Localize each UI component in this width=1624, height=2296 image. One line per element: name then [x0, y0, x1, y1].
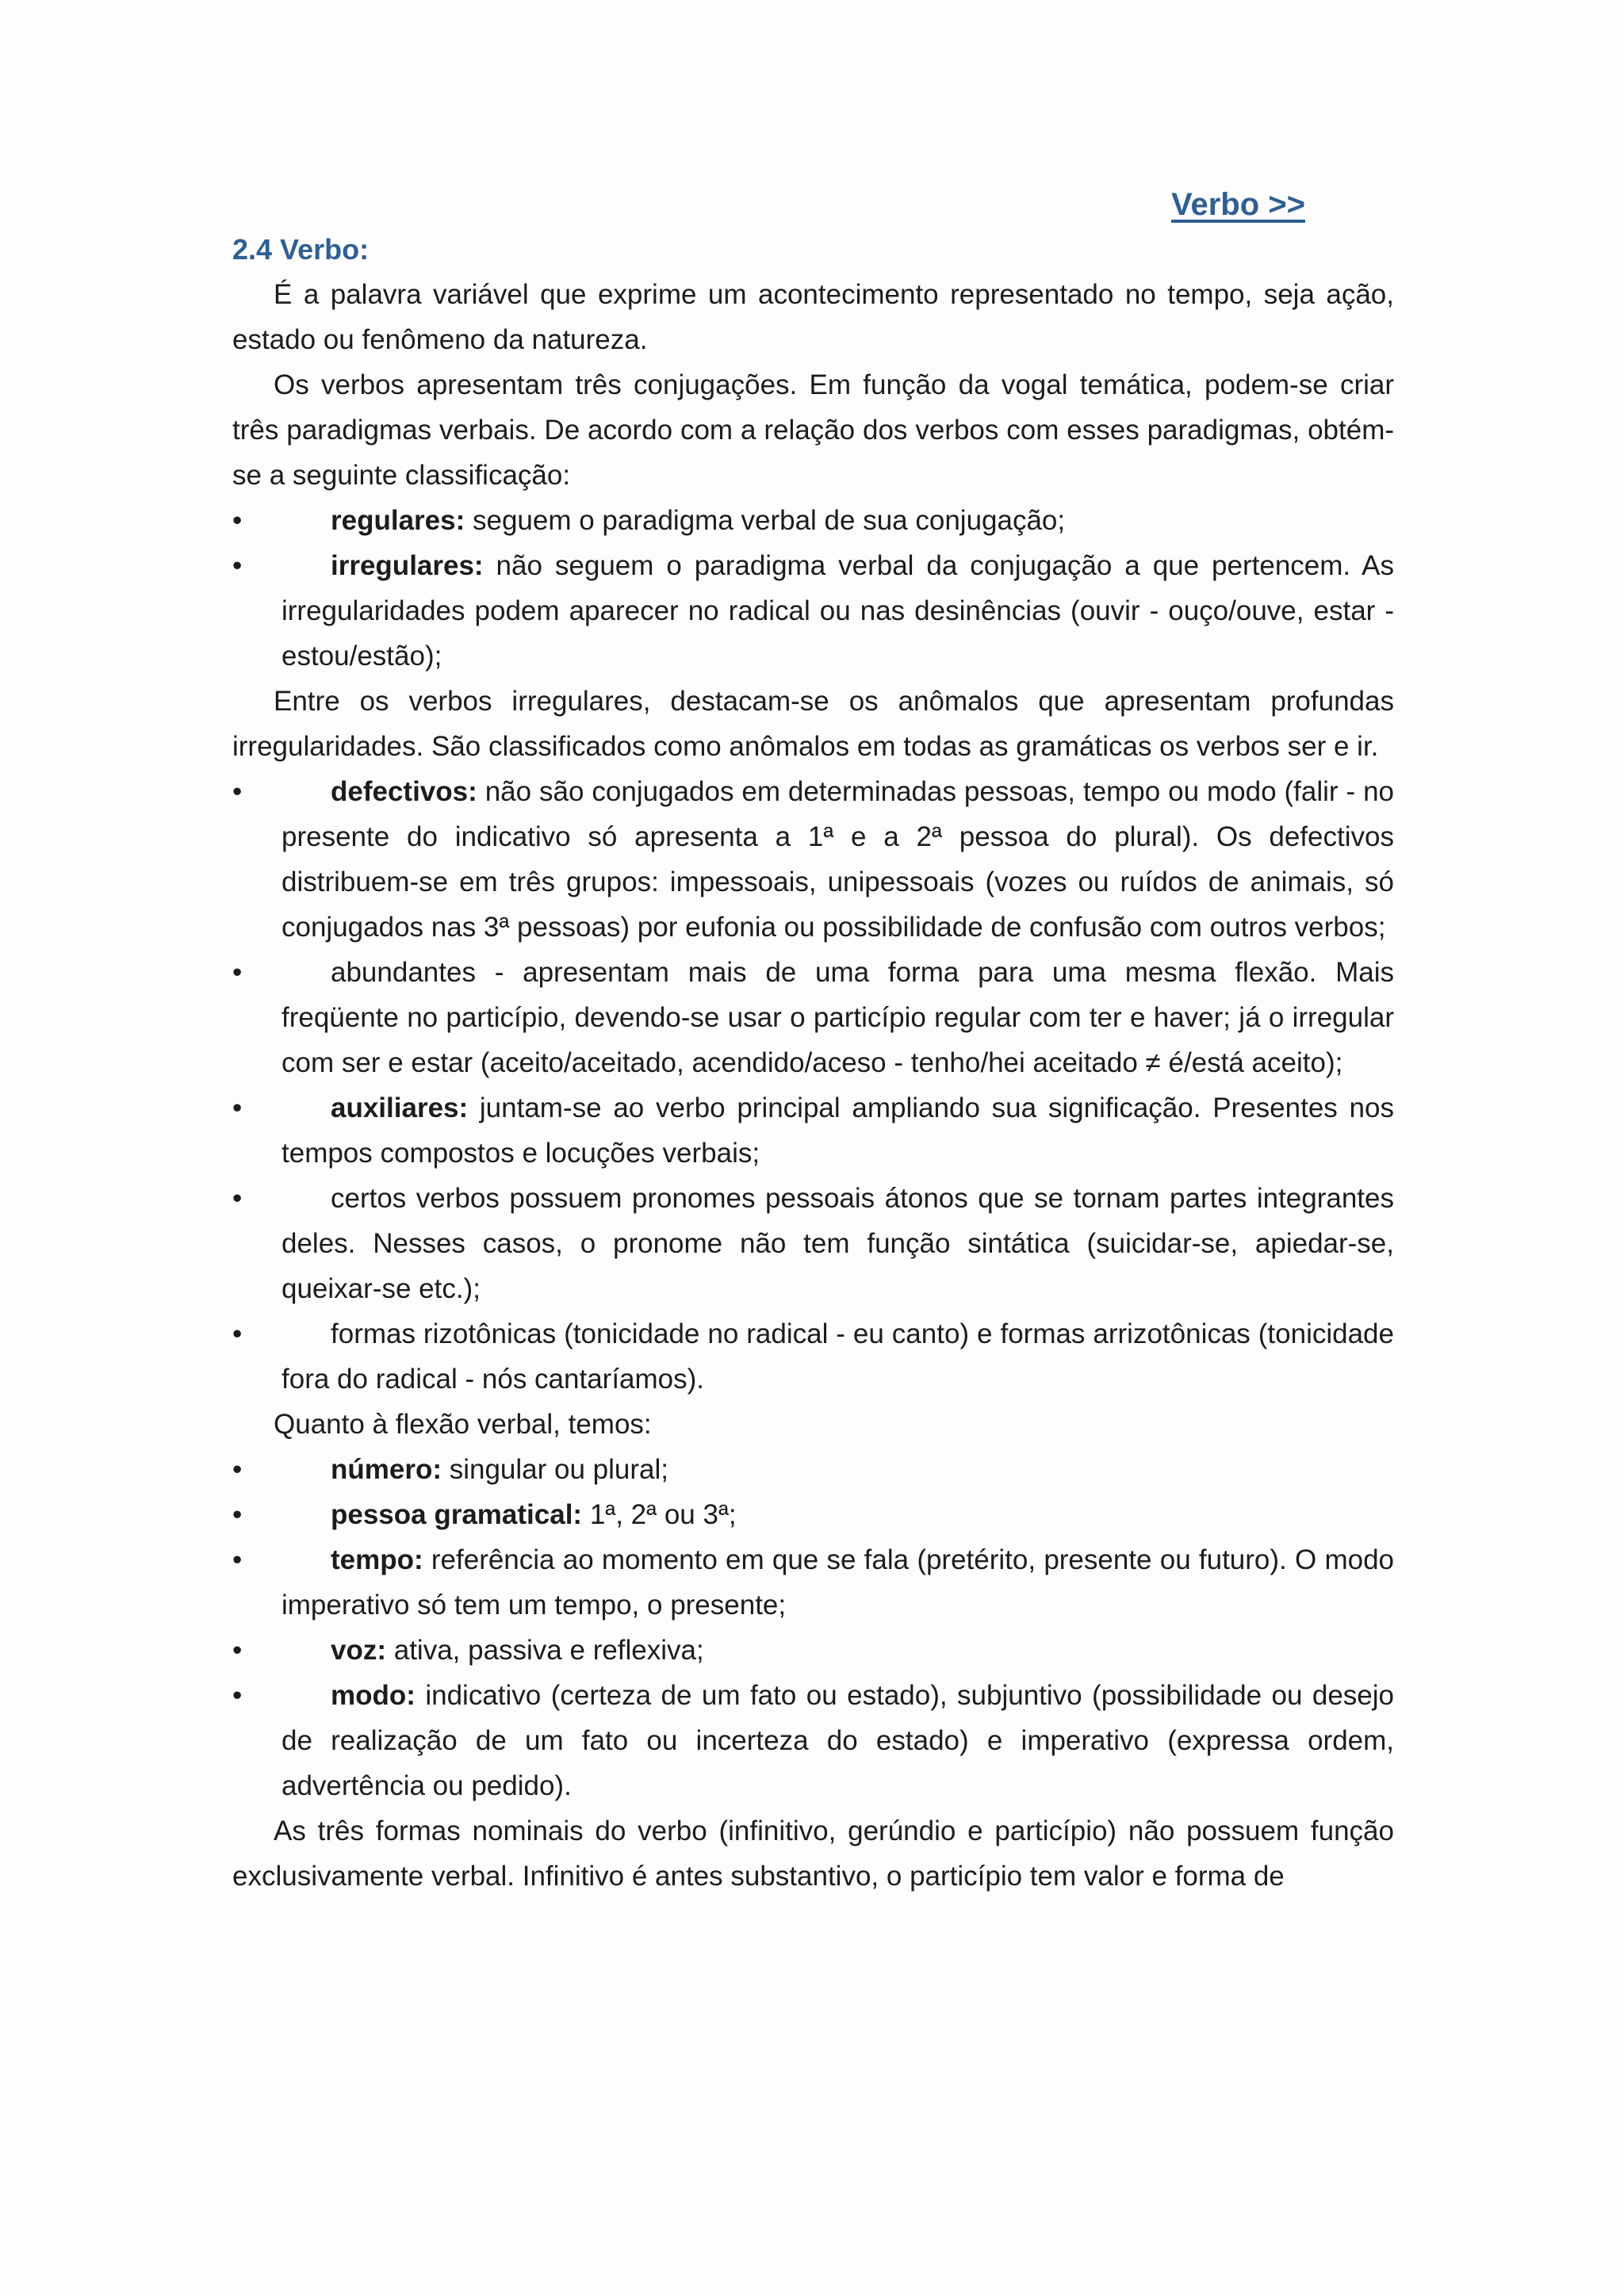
- bullet-icon: •: [232, 1183, 243, 1214]
- list-item-term: tempo:: [331, 1544, 423, 1575]
- list-item: [232, 1311, 1394, 1402]
- bullet-icon: •: [232, 1318, 243, 1349]
- list-item-text: formas rizotônicas (tonicidade no radical - eu canto) e formas arrizotônicas (tonicidade fora do radical - nós cantaríamos).: [282, 1318, 1394, 1395]
- bullet-icon: •: [232, 776, 243, 807]
- list-item: [232, 1085, 1394, 1176]
- list-item-term: pessoa gramatical:: [331, 1499, 583, 1530]
- paragraph: Os verbos apresentam três conjugações. Em função da vogal temática, podem-se criar três paradigmas verbais. De acordo com a relação dos verbos com esses paradigmas, obtém-se a seguinte classificação:: [232, 369, 1394, 491]
- list-item: [232, 1447, 1394, 1492]
- paragraph: Quanto à flexão verbal, temos:: [274, 1409, 652, 1440]
- bullet-icon: •: [232, 1635, 243, 1666]
- list-item: [232, 498, 1394, 543]
- bullet-icon: •: [232, 1454, 243, 1485]
- bullet-list: [232, 769, 1394, 1402]
- list-item: [232, 1673, 1394, 1808]
- list-item-text: abundantes - apresentam mais de uma forma para uma mesma flexão. Mais freqüente no particípio, devendo-se usar o particípio regular com ter e haver; já o irregular com ser e estar (aceito/aceitado, acendido/aceso - tenho/hei aceitado ≠ é/está aceito);: [282, 957, 1394, 1078]
- list-item-term: regulares:: [331, 505, 465, 536]
- list-item-text: ativa, passiva e reflexiva;: [386, 1635, 704, 1666]
- list-item: [232, 769, 1394, 950]
- list-item-term: modo:: [331, 1680, 416, 1711]
- paragraph: As três formas nominais do verbo (infinitivo, gerúndio e particípio) não possuem função exclusivamente verbal. Infinitivo é antes substantivo, o particípio tem valor e forma de: [232, 1816, 1394, 1892]
- verbo-nav-link[interactable]: Verbo >>: [1171, 187, 1305, 222]
- paragraph: Entre os verbos irregulares, destacam-se os anômalos que apresentam profundas irregularidades. São classificados como anômalos em todas as gramáticas os verbos ser e ir.: [232, 686, 1394, 762]
- list-item-text: seguem o paradigma verbal de sua conjugação;: [465, 505, 1066, 536]
- list-item-text: referência ao momento em que se fala (pretérito, presente ou futuro). O modo imperativo só tem um tempo, o presente;: [282, 1544, 1394, 1621]
- list-item-term: irregulares:: [331, 550, 484, 581]
- list-item-text: 1ª, 2ª ou 3ª;: [582, 1499, 737, 1530]
- bullet-icon: •: [232, 550, 243, 581]
- bullet-icon: •: [232, 1499, 243, 1530]
- list-item-term: número:: [331, 1454, 442, 1485]
- list-item: [232, 950, 1394, 1085]
- list-item-term: defectivos:: [331, 776, 477, 807]
- list-item-text: indicativo (certeza de um fato ou estado), subjuntivo (possibilidade ou desejo de realização de um fato ou incerteza do estado) e imperativo (expressa ordem, advertência ou pedido).: [282, 1680, 1394, 1801]
- paragraph: É a palavra variável que exprime um acontecimento representado no tempo, seja ação, estado ou fenômeno da natureza.: [232, 279, 1394, 355]
- list-item-term: voz:: [331, 1635, 386, 1666]
- list-item-text: certos verbos possuem pronomes pessoais átonos que se tornam partes integrantes deles. Nesses casos, o pronome não tem função sintática (suicidar-se, apiedar-se, queixar-se etc.);: [282, 1183, 1394, 1304]
- list-item: [232, 1537, 1394, 1628]
- bullet-icon: •: [232, 505, 243, 536]
- list-item: [232, 1176, 1394, 1311]
- list-item: [232, 1492, 1394, 1537]
- bullet-icon: •: [232, 1093, 243, 1123]
- bullet-list: [232, 1447, 1394, 1808]
- list-item-text: não são conjugados em determinadas pessoas, tempo ou modo (falir - no presente do indicativo só apresenta a 1ª e a 2ª pessoa do plural). Os defectivos distribuem-se em três grupos: impessoais, unipessoais (vozes ou ruídos de animais, só conjugados nas 3ª pessoas) por eufonia ou possibilidade de confusão com outros verbos;: [282, 776, 1394, 943]
- bullet-icon: •: [232, 1544, 243, 1575]
- list-item: [232, 1628, 1394, 1673]
- bullet-icon: •: [232, 957, 243, 988]
- list-item-text: singular ou plural;: [442, 1454, 668, 1485]
- list-item-text: não seguem o paradigma verbal da conjugação a que pertencem. As irregularidades podem aparecer no radical ou nas desinências (ouvir - ouço/ouve, estar - estou/estão);: [282, 550, 1394, 672]
- bullet-icon: •: [232, 1680, 243, 1711]
- list-item: [232, 543, 1394, 679]
- document-body: [232, 227, 1394, 1899]
- section-title: 2.4 Verbo:: [232, 233, 370, 266]
- list-item-text: juntam-se ao verbo principal ampliando sua significação. Presentes nos tempos compostos e locuções verbais;: [282, 1093, 1394, 1169]
- list-item-term: auxiliares:: [331, 1093, 469, 1123]
- bullet-list: [232, 498, 1394, 679]
